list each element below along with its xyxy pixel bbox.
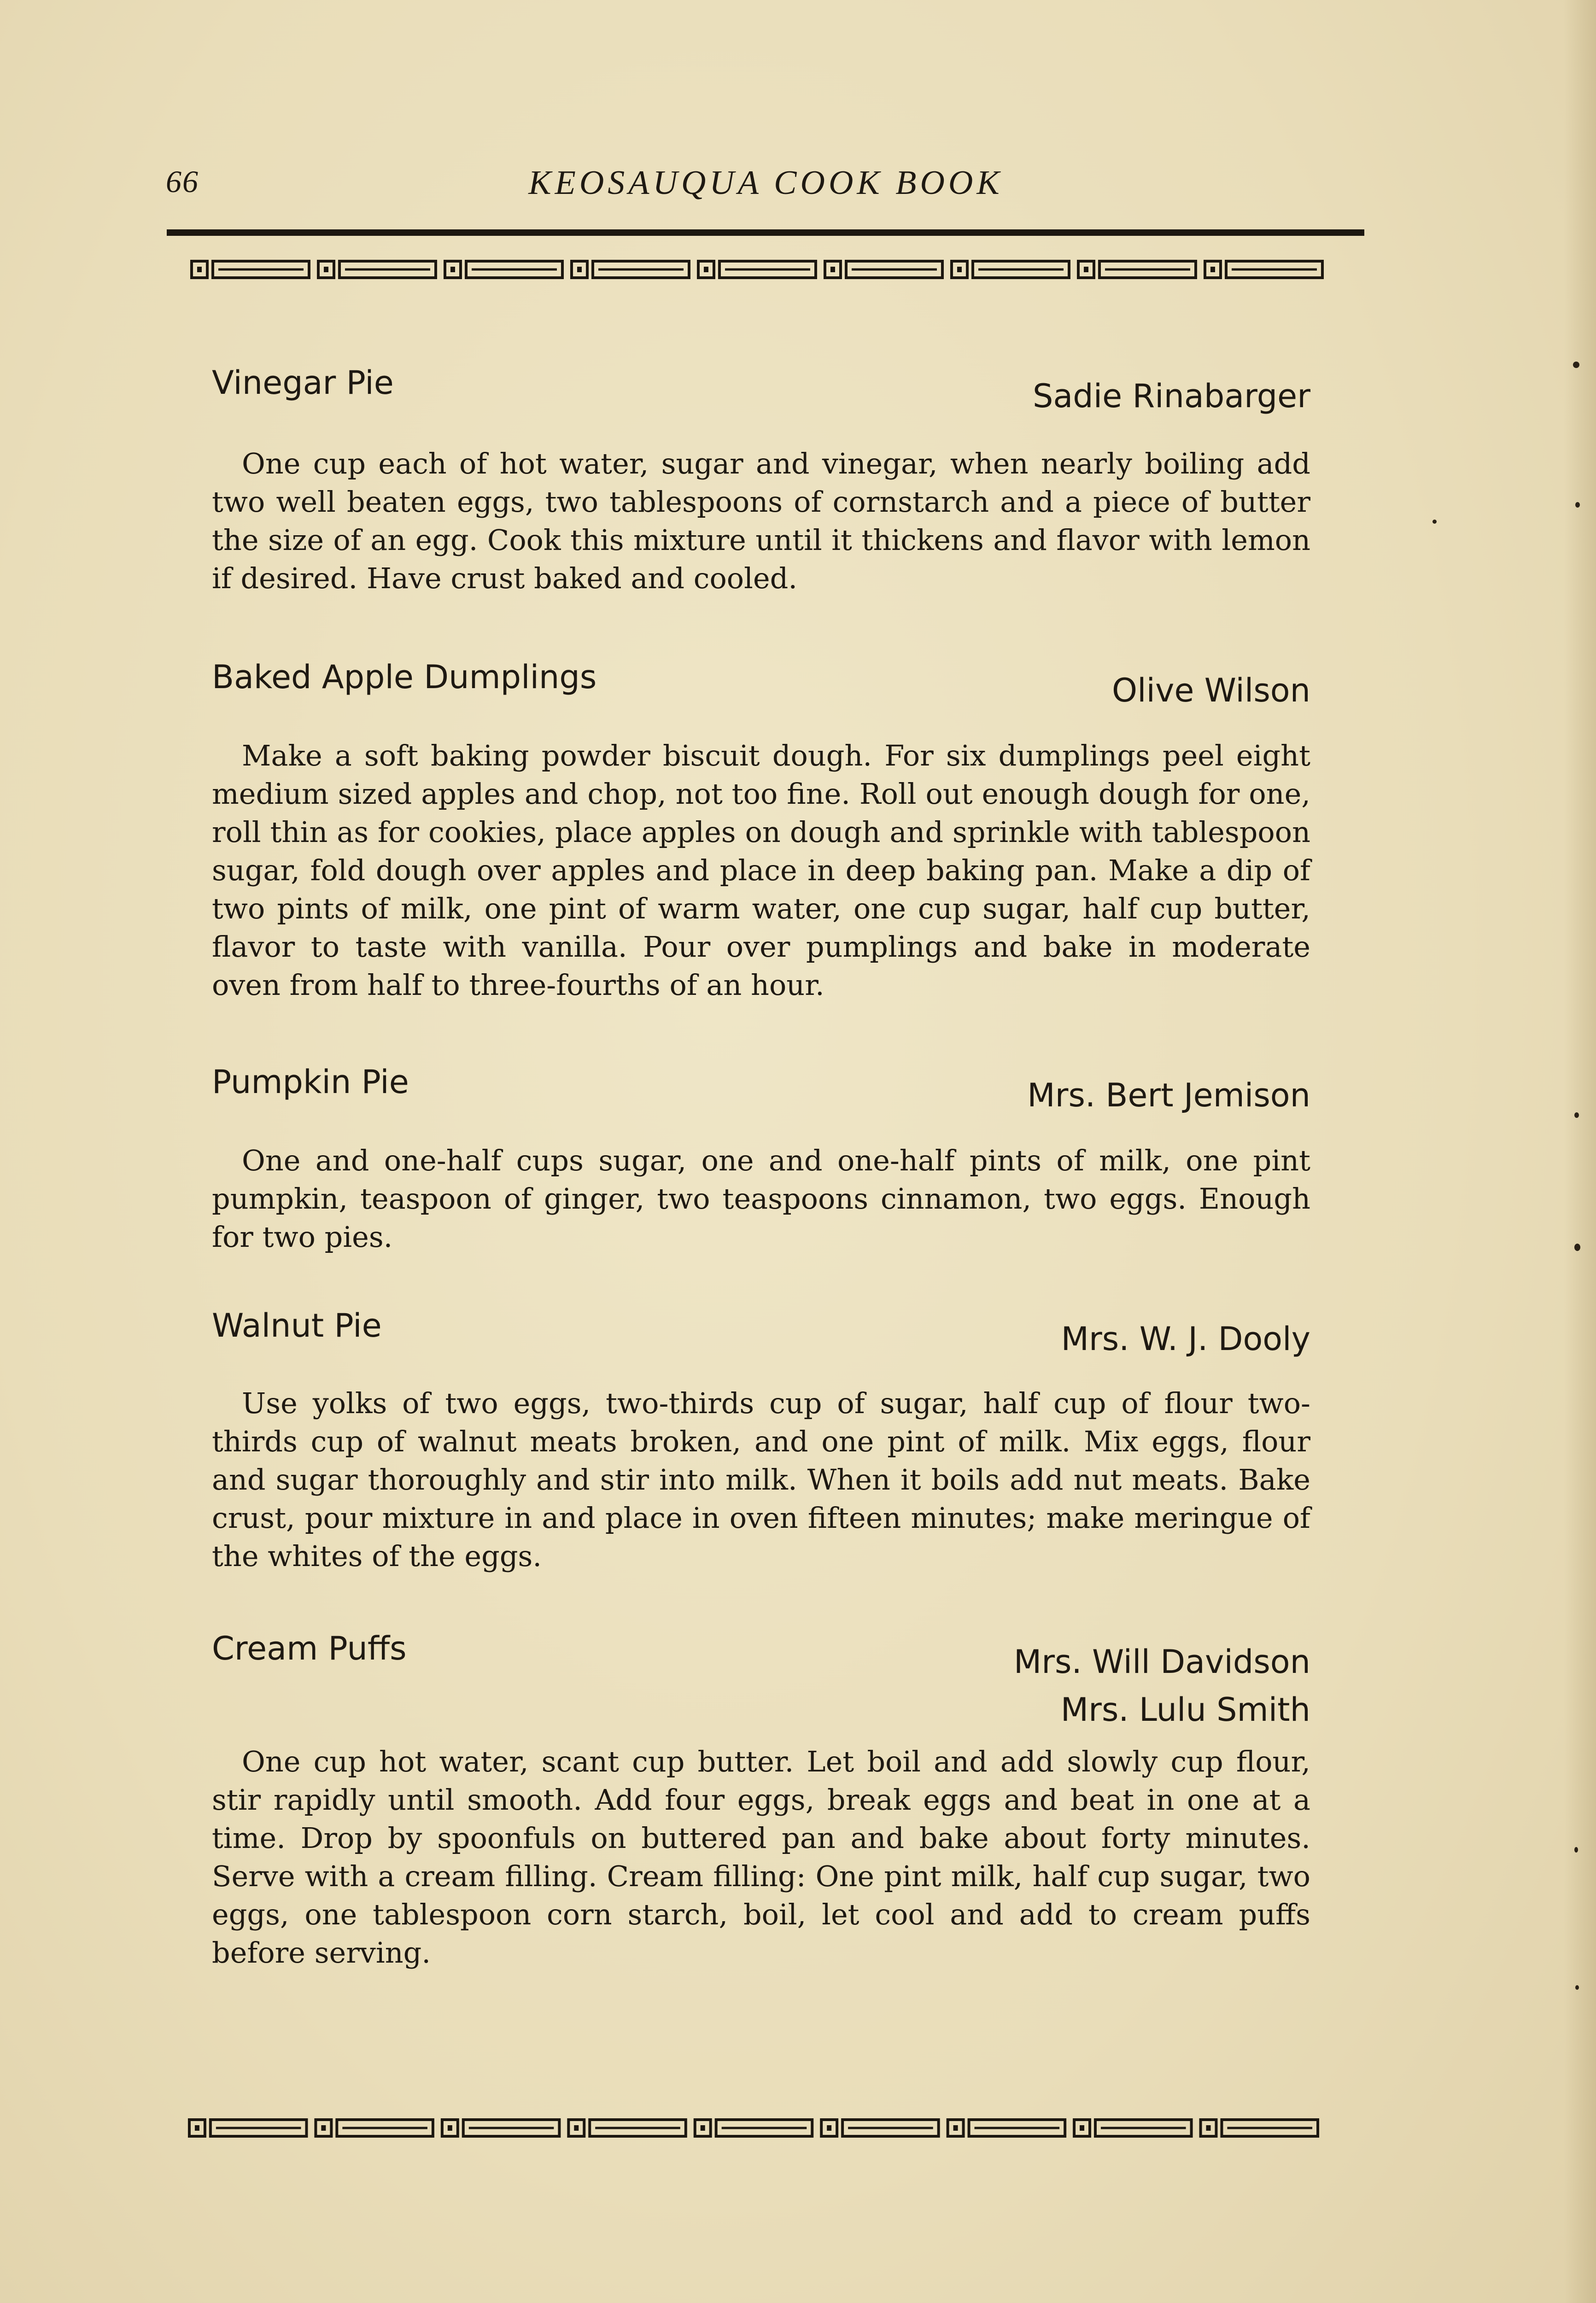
recipe-title: Vinegar Pie xyxy=(212,364,394,402)
author-name: Sadie Rinabarger xyxy=(1032,377,1310,415)
recipe-body: Use yolks of two eggs, two-thirds cup of sugar, half cup of flour two-thirds cup of walnut meats broken, and one pint of milk. Mix eggs, flour and sugar thoroughly and stir into milk. When it boils add nut meats. Bake crust, pour mixture in and place in oven fifteen minutes; make meringue of the whites of the eggs. xyxy=(212,1386,1310,1573)
recipe-body: One cup each of hot water, sugar and vinegar, when nearly boiling add two well beaten eggs, two tablespoons of cornstarch and a piece of butter the size of an egg. Cook this mixture until it thickens and flavor with lemon if desired. Have crust baked and cooled. xyxy=(212,447,1310,595)
header-rule xyxy=(167,229,1364,236)
ornament-piece xyxy=(1210,267,1215,272)
recipe-author xyxy=(1061,1315,1310,1363)
author-name: Mrs. Bert Jemison xyxy=(1027,1076,1310,1114)
author-name: Mrs. Will Davidson xyxy=(1013,1643,1310,1681)
recipe-title: Pumpkin Pie xyxy=(212,1063,409,1101)
scan-speck xyxy=(1573,362,1579,368)
ornament-piece xyxy=(197,267,202,272)
scan-speck xyxy=(1574,1847,1578,1853)
recipe-vinegar-pie xyxy=(212,364,1310,597)
recipe-pumpkin-pie xyxy=(212,1063,1310,1256)
recipe-list xyxy=(212,364,1310,1972)
recipe-body: One and one-half cups sugar, one and one-half pints of milk, one pint pumpkin, teaspoon of ginger, two teaspoons cinnamon, two eggs. Enough for two pies. xyxy=(212,1144,1310,1254)
recipe-walnut-pie xyxy=(212,1307,1310,1575)
recipe-header xyxy=(212,364,1310,444)
recipe-body: Make a soft baking powder biscuit dough. For six dumplings peel eight medium sized apples and chop, not too fine. Roll out enough dough for one, roll thin as for cookies, place apples on dough and sprinkle with tablespoon sugar, fold dough over apples and place in deep baking pan. Make a dip of two pints of milk, one pint of warm water, one cup sugar, half cup butter, flavor to taste with vanilla. Pour over pumplings and bake in moderate oven from half to three-fourths of an hour. xyxy=(212,739,1310,1002)
ornamental-border-bottom xyxy=(187,2114,1324,2142)
scan-speck xyxy=(1575,502,1580,508)
ornamental-border-top xyxy=(189,256,1329,283)
recipe-author xyxy=(1112,666,1310,714)
ornament-piece xyxy=(957,267,962,272)
recipe-title: Baked Apple Dumplings xyxy=(212,658,597,696)
recipe-title: Walnut Pie xyxy=(212,1307,382,1344)
ornament-piece xyxy=(195,2125,199,2131)
recipe-cream-puffs xyxy=(212,1630,1310,1972)
recipe-header xyxy=(212,1063,1310,1141)
author-name: Olive Wilson xyxy=(1112,672,1310,709)
recipe-author xyxy=(1033,372,1310,420)
recipe-author xyxy=(1014,1638,1310,1734)
scan-speck xyxy=(1432,520,1437,524)
ornament-piece xyxy=(448,2125,452,2131)
ornament-piece xyxy=(1084,267,1088,272)
author-name: Mrs. Lulu Smith xyxy=(1060,1691,1310,1729)
recipe-baked-apple-dumplings xyxy=(212,658,1310,1004)
running-title: KEOSAUQUA COOK BOOK xyxy=(528,164,1003,202)
scan-speck xyxy=(1574,1244,1580,1251)
recipe-body: One cup hot water, scant cup butter. Let boil and add slowly cup flour, stir rapidly until smooth. Add four eggs, break eggs and beat in one at a time. Drop by spoonfuls on buttered pan and bake about forty minutes. Serve with a cream filling. Cream filling: One pint milk, half cup sugar, two eggs, one tablespoon corn starch, boil, let cool and add to cream puffs before serving. xyxy=(212,1745,1310,1970)
ornament-piece xyxy=(1080,2125,1084,2131)
page-number: 66 xyxy=(166,164,199,199)
recipe-header xyxy=(212,1630,1310,1742)
ornament-piece xyxy=(827,2125,831,2131)
recipe-author xyxy=(1027,1071,1310,1119)
ornament-piece xyxy=(574,2125,579,2131)
scan-speck xyxy=(1574,1112,1579,1118)
recipe-title: Cream Puffs xyxy=(212,1630,407,1667)
ornament-piece xyxy=(830,267,835,272)
page-gutter-shadow xyxy=(1564,0,1596,2303)
recipe-header xyxy=(212,658,1310,736)
author-name: Mrs. W. J. Dooly xyxy=(1061,1320,1310,1358)
ornament-piece xyxy=(704,267,708,272)
ornament-piece xyxy=(321,2125,326,2131)
ornament-piece xyxy=(577,267,582,272)
page-header xyxy=(166,164,1366,205)
recipe-header xyxy=(212,1307,1310,1384)
ornament-piece xyxy=(1206,2125,1211,2131)
ornament-piece xyxy=(450,267,455,272)
scan-speck xyxy=(1575,1985,1579,1990)
ornament-piece xyxy=(324,267,328,272)
ornament-piece xyxy=(701,2125,705,2131)
ornament-piece xyxy=(953,2125,958,2131)
